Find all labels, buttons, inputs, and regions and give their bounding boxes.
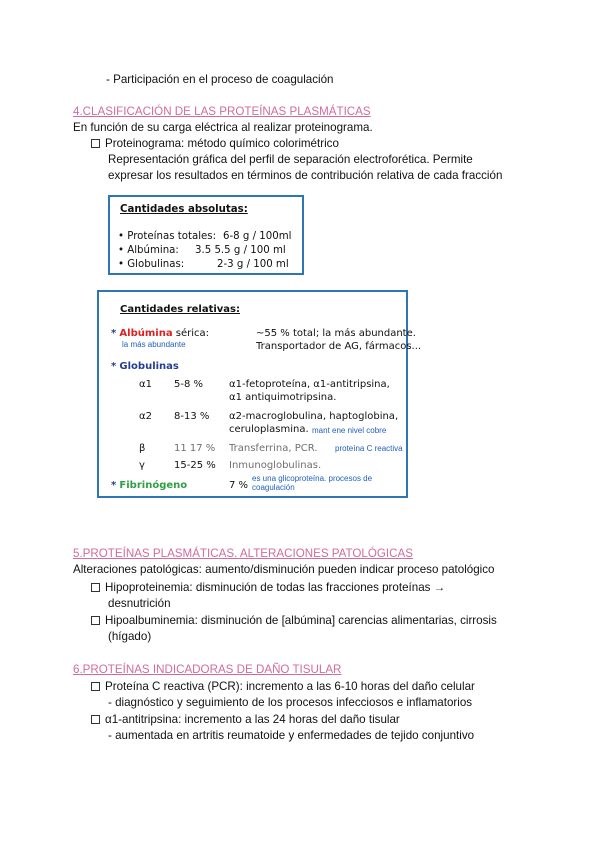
fibrinogeno-name: Fibrinógeno (119, 480, 188, 491)
row-desc-2: α1 antiquimotripsina. (229, 392, 337, 403)
checkbox-item-hipoalbuminemia (91, 613, 497, 629)
globulinas-label (111, 360, 179, 373)
row-percent: 11 17 % (174, 443, 216, 454)
row-value: 2-3 g / 100 ml (217, 259, 289, 270)
item-text: Hipoproteinemia: disminución de todas las fracciones proteínas → (105, 581, 446, 594)
section-4-intro: En función de su carga eléctrica al realizar proteinograma. (73, 121, 373, 134)
checkbox-icon (91, 139, 100, 148)
albumina-note: la más abundante (122, 340, 186, 349)
globulinas-name: Globulinas (119, 361, 179, 372)
row-label: • Albúmina: (118, 245, 179, 256)
row-value: 3.5 5.5 g / 100 ml (195, 245, 286, 256)
checkbox-icon (91, 715, 100, 724)
albumina-desc-1: ~55 % total; la más abundante. (256, 328, 416, 339)
bullet-icon: * (111, 480, 117, 491)
fibrinogeno-label (111, 479, 187, 492)
row-percent: 8-13 % (174, 411, 210, 422)
relative-quantities-box (97, 290, 422, 498)
item-text: α1-antitripsina: incremento a las 24 horas del daño tisular (105, 713, 400, 726)
row-symbol: α2 (139, 411, 152, 422)
albumina-name: Albúmina (119, 328, 173, 339)
checkbox-item-proteinograma (91, 136, 339, 152)
absolute-quantities-box (108, 195, 304, 275)
box-title: Cantidades relativas: (120, 304, 241, 315)
row-symbol: α1 (139, 379, 152, 390)
fibrinogeno-percent: 7 % (229, 480, 249, 491)
row-value: 6-8 g / 100ml (223, 231, 292, 242)
section-5-intro: Alteraciones patológicas: aumento/disminución pueden indicar proceso patológico (73, 563, 495, 576)
bullet-icon: * (111, 328, 117, 339)
section-4-desc-2: expresar los resultados en términos de contribución relativa de cada fracción (108, 169, 503, 182)
row-percent: 15-25 % (174, 460, 216, 471)
intro-line: - Participación en el proceso de coagulación (106, 73, 334, 86)
row-desc-1: Inmunoglobulinas. (229, 460, 322, 471)
item-continuation: desnutrición (108, 597, 171, 610)
item-text: Hipoalbuminemia: disminución de [albúmina] carencias alimentarias, cirrosis (105, 614, 497, 627)
row-symbol: γ (139, 460, 145, 471)
albumina-label (111, 327, 209, 340)
row-note: proteína C reactiva (335, 444, 403, 453)
item-continuation: - diagnóstico y seguimiento de los procesos infecciosos e inflamatorios (108, 696, 473, 709)
albumina-suffix: sérica: (172, 328, 210, 339)
row-label: • Proteínas totales: (118, 231, 217, 242)
box-title: Cantidades absolutas: (120, 204, 248, 215)
fibrinogeno-note-1: es una glicoproteína. procesos de (252, 474, 373, 483)
section-4-desc-1: Representación gráfica del perfil de separación electroforética. Permite (108, 153, 473, 166)
checkbox-item-pcr (91, 679, 475, 695)
section-6-heading: 6.PROTEÍNAS INDICADORAS DE DAÑO TISULAR (73, 663, 342, 676)
row-symbol: β (139, 443, 146, 454)
row-desc-1: α2-macroglobulina, haptoglobina, (229, 411, 399, 422)
item-text: Proteína C reactiva (PCR): incremento a las 6-10 horas del daño celular (105, 680, 475, 693)
bullet-icon: * (111, 361, 117, 372)
checkbox-icon (91, 682, 100, 691)
section-5-heading: 5.PROTEÍNAS PLASMÁTICAS. ALTERACIONES PATOLÓGICAS (73, 547, 413, 560)
row-desc-1: Transferrina, PCR. (229, 443, 318, 454)
checkbox-item-antitripsina (91, 712, 400, 728)
item-continuation: - aumentada en artritis reumatoide y enfermedades de tejido conjuntivo (108, 729, 475, 742)
row-note: mant ene nivel cobre (312, 426, 387, 435)
checkbox-icon (91, 583, 100, 592)
row-label: • Globulinas: (118, 259, 185, 270)
checkbox-icon (91, 616, 100, 625)
item-text: Proteinograma: método químico colorimétrico (105, 137, 339, 150)
row-desc-2: ceruloplasmina. (229, 424, 309, 435)
albumina-desc-2: Transportador de AG, fármacos... (256, 341, 422, 352)
checkbox-item-hipoproteinemia (91, 580, 445, 596)
row-desc-1: α1-fetoproteína, α1-antitripsina, (229, 379, 390, 390)
row-percent: 5-8 % (174, 379, 204, 390)
item-continuation: (hígado) (108, 630, 152, 643)
section-4-heading: 4.CLASIFICACIÓN DE LAS PROTEÍNAS PLASMÁTICAS (73, 105, 371, 118)
fibrinogeno-note-2: coagulación (252, 483, 295, 492)
